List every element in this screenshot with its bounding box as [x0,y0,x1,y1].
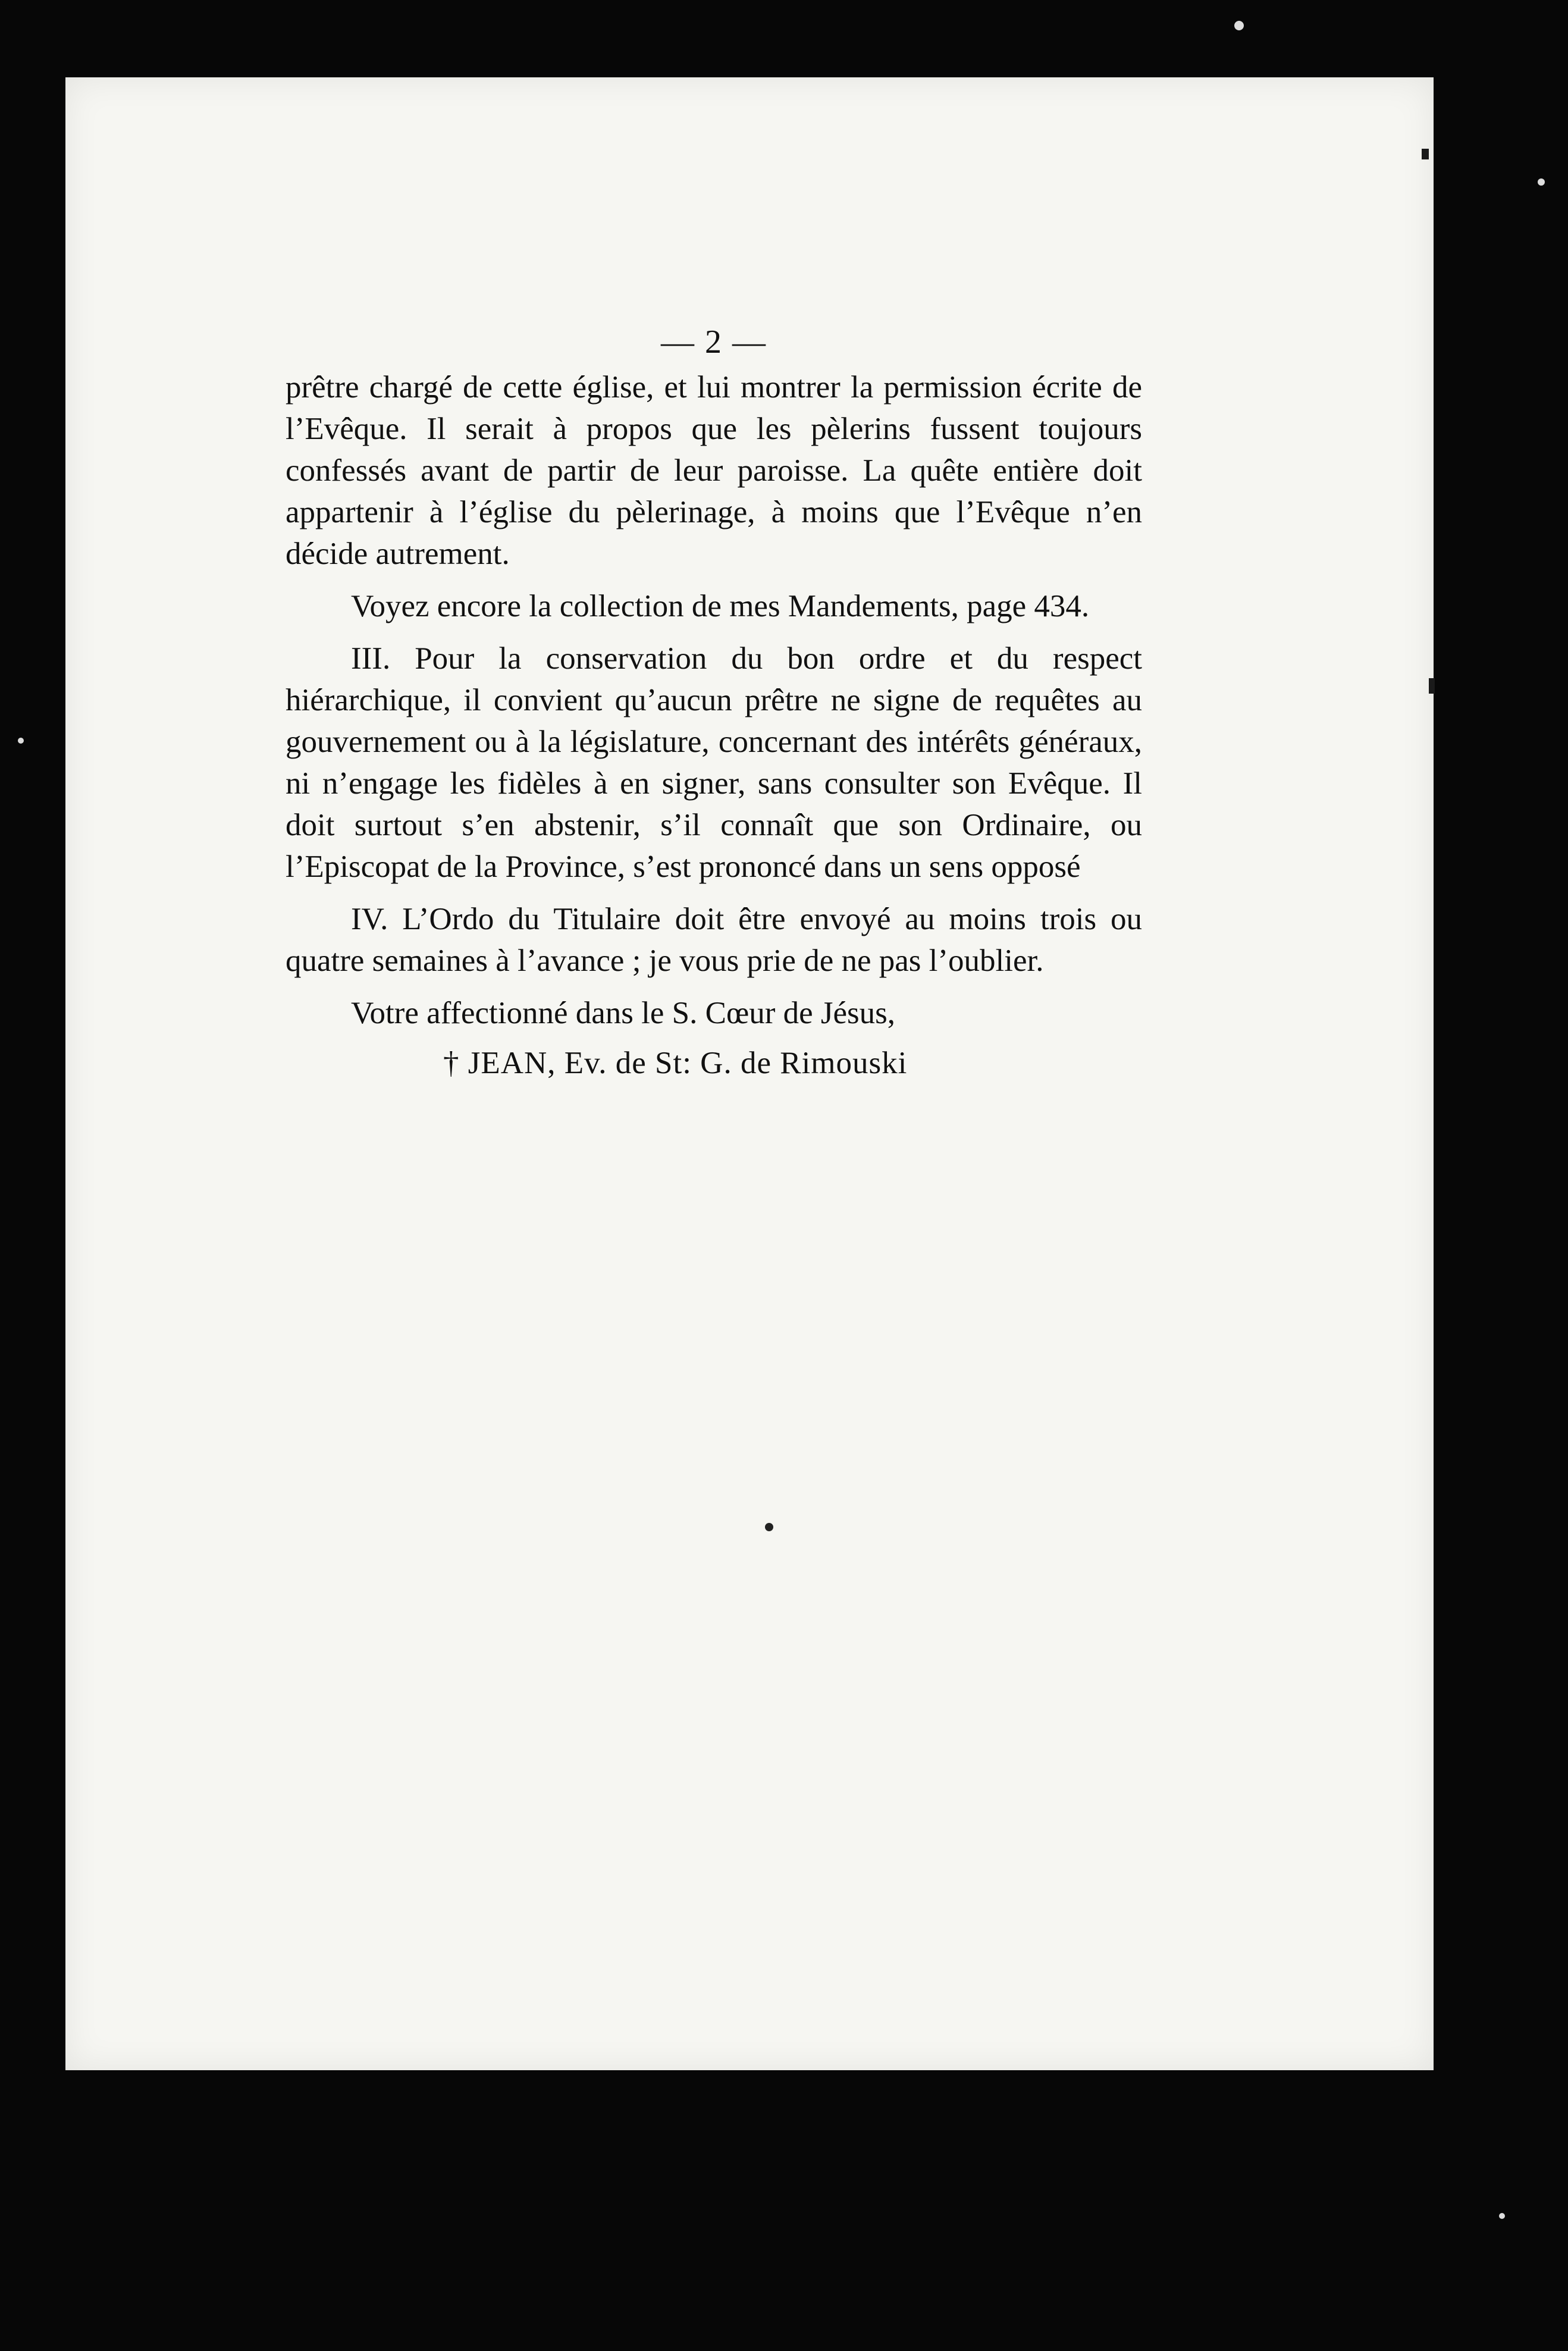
paragraph-reference: Voyez encore la collection de mes Mandements, page 434. [351,589,1090,623]
paragraph-section-iv: IV. L’Ordo du Titulaire doit être envoyé au moins trois ou quatre semaines à l’avance ; je vous prie de ne pas l’oublier. [286,902,1142,978]
closing-salutation: Votre affectionné dans le S. Cœur de Jésus, [351,996,896,1030]
scan-artifact [1429,678,1435,694]
dust-speck [18,738,24,744]
dust-speck [1538,178,1545,186]
scan-artifact [1422,149,1429,159]
document-body [286,321,1142,1084]
dust-speck [1234,21,1244,30]
paragraph-section-iii: III. Pour la conservation du bon ordre et du respect hiérarchique, il convient qu’aucun prêtre ne signe de requêtes au gouvernement ou à la législature, concernant des intérêts généraux, ni n’engage les fidèles à en signer, sans consulter son Evêque. Il doit surtout s’en abstenir, s’il connaît que son Ordinaire, ou l’Episcopat de la Province, s’est prononcé dans un sens opposé [286,641,1142,884]
dust-speck [1499,2213,1505,2219]
signature-line: † JEAN, Ev. de St: G. de Rimouski [443,1046,908,1080]
paragraph-continuation: prêtre chargé de cette église, et lui montrer la permission écrite de l’Evêque. Il serait à propos que les pèlerins fussent toujours confessés avant de partir de leur paroisse. La quête entière doit appartenir à l’église du pèlerinage, à moins que l’Evêque n’en décide autrement. [286,370,1142,571]
ink-speck [765,1523,773,1531]
page-number: — 2 — [661,324,767,361]
